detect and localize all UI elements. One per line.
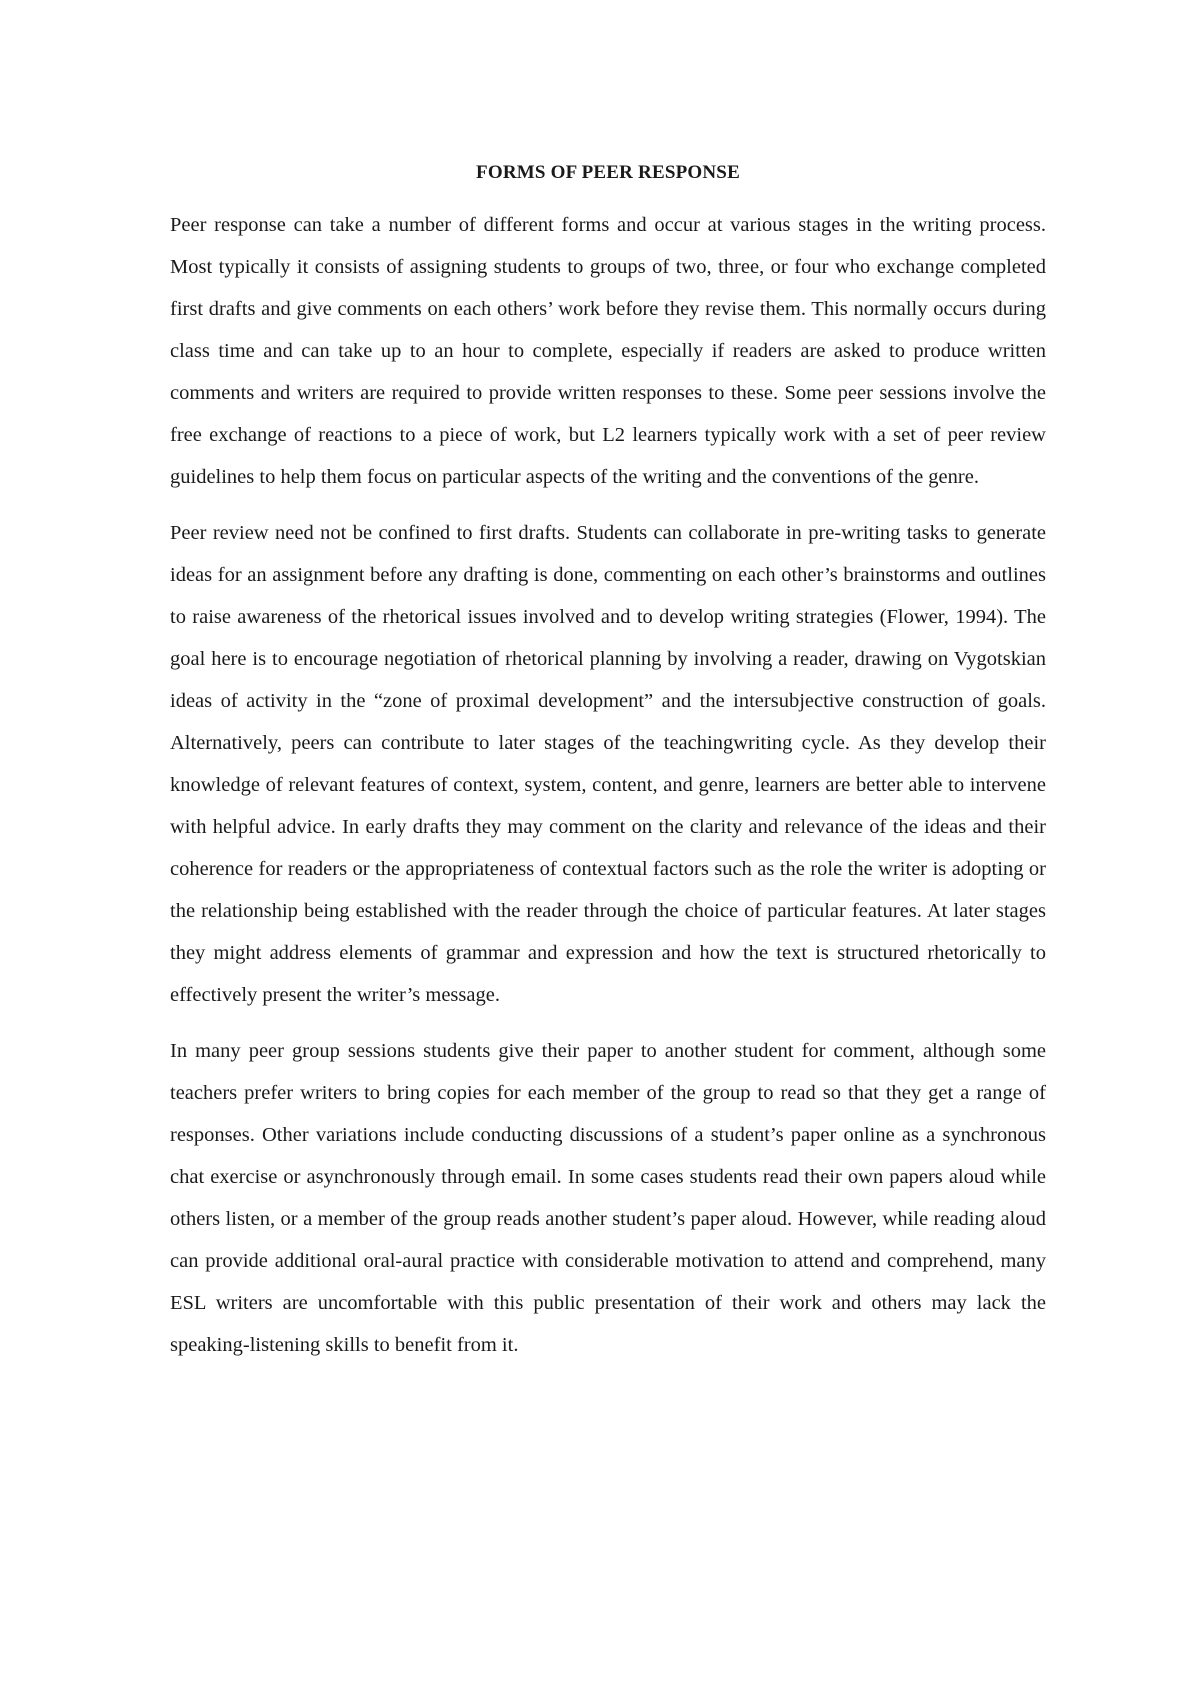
paragraph-1: Peer response can take a number of different forms and occur at various stages in the writing process. Most typically it consists of assigning students to groups of two, three, or four who exchange completed first drafts and give comments on each others’ work before they revise them. This normally occurs during class time and can take up to an hour to complete, especially if readers are asked to produce written comments and writers are required to provide written responses to these. Some peer sessions involve the free exchange of reactions to a piece of work, but L2 learners typically work with a set of peer review guidelines to help them focus on particular aspects of the writing and the conventions of the genre. [170,214,1046,488]
paragraph-3: In many peer group sessions students give their paper to another student for comment, although some teachers prefer writers to bring copies for each member of the group to read so that they get a range of responses. Other variations include conducting discussions of a student’s paper online as a synchronous chat exercise or asynchronously through email. In some cases students read their own papers aloud while others listen, or a member of the group reads another student’s paper aloud. However, while reading aloud can provide additional oral-aural practice with considerable motivation to attend and comprehend, many ESL writers are uncomfortable with this public presentation of their work and others may lack the speaking-listening skills to benefit from it. [170,1040,1046,1356]
page-title: FORMS OF PEER RESPONSE [476,162,740,183]
paragraph-2: Peer review need not be confined to first drafts. Students can collaborate in pre-writing tasks to generate ideas for an assignment before any drafting is done, commenting on each other’s brainstorms and outlines to raise awareness of the rhetorical issues involved and to develop writing strategies (Flower, 1994). The goal here is to encourage negotiation of rhetorical planning by involving a reader, drawing on Vygotskian ideas of activity in the “zone of proximal development” and the intersubjective construction of goals. Alternatively, peers can contribute to later stages of the teachingwriting cycle. As they develop their knowledge of relevant features of context, system, content, and genre, learners are better able to intervene with helpful advice. In early drafts they may comment on the clarity and relevance of the ideas and their coherence for readers or the appropriateness of contextual factors such as the role the writer is adopting or the relationship being established with the reader through the choice of particular features. At later stages they might address elements of grammar and expression and how the text is structured rhetorically to effectively present the writer’s message. [170,522,1046,1006]
document-body [170,158,1046,1380]
